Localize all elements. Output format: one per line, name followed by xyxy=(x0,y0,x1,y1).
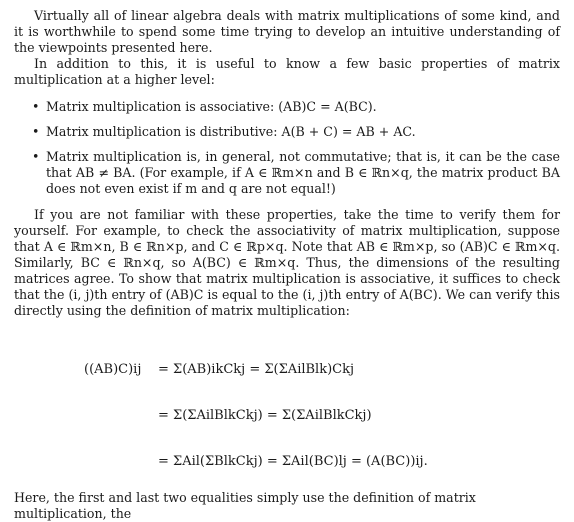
document-body xyxy=(14,8,560,319)
equation-line-2: = Σ(ΣAilBlkCkj) = Σ(ΣAilBlkCkj) xyxy=(158,408,372,423)
paragraph-verification: If you are not familiar with these properties, take the time to verify them for yourself. For example, to check the associativity of matrix multiplication, suppose that A ∈ ℝm×n, B ∈ ℝn×p, and C ∈ ℝp×q. Note that AB ∈ ℝm×p, so (AB)C ∈ ℝm×q. Similarly, BC ∈ ℝn×q, so A(BC) ∈ ℝm×q. Thus, the dimensions of the resulting matrices agree. To show that matrix multiplication is associative, it suffices to check that the (i, j)th entry of (AB)C is equal to the (i, j)th entry of A(BC). We can verify this directly using the definition of matrix multiplication: xyxy=(14,207,560,318)
equation-line-3: = ΣAil(ΣBlkCkj) = ΣAil(BC)lj = (A(BC))ij. xyxy=(158,454,428,469)
cut-off-line: Here, the first and last two equalities simply use the definition of matrix multiplication, the xyxy=(14,490,476,521)
list-item: • Matrix multiplication is associative: (AB)C = A(BC). xyxy=(32,99,377,114)
equation-lhs: ((AB)C)ij xyxy=(84,362,142,377)
list-item: • Matrix multiplication is distributive: A(B + C) = AB + AC. xyxy=(32,124,416,139)
list-item: • Matrix multiplication is, in general, not commutative; that is, it can be the case that AB ≠ BA. (For example, if A ∈ ℝm×n and B ∈ ℝn×q, the matrix product BA does not even exist if m and q are not equal!) xyxy=(32,149,560,196)
equation-line-1: = Σ(AB)ikCkj = Σ(ΣAilBlk)Ckj xyxy=(158,362,355,377)
properties-list xyxy=(14,99,560,197)
bullet-icon: • xyxy=(32,124,40,139)
paragraph-intro: Virtually all of linear algebra deals with matrix multiplications of some kind, and it is worthwhile to spend some time trying to develop an intuitive understanding of the viewpoints presented here. xyxy=(14,8,560,55)
bullet-icon: • xyxy=(32,99,40,114)
paragraph-properties: In addition to this, it is useful to know a few basic properties of matrix multiplication at a higher level: xyxy=(14,56,560,87)
bullet-icon: • xyxy=(32,149,40,164)
